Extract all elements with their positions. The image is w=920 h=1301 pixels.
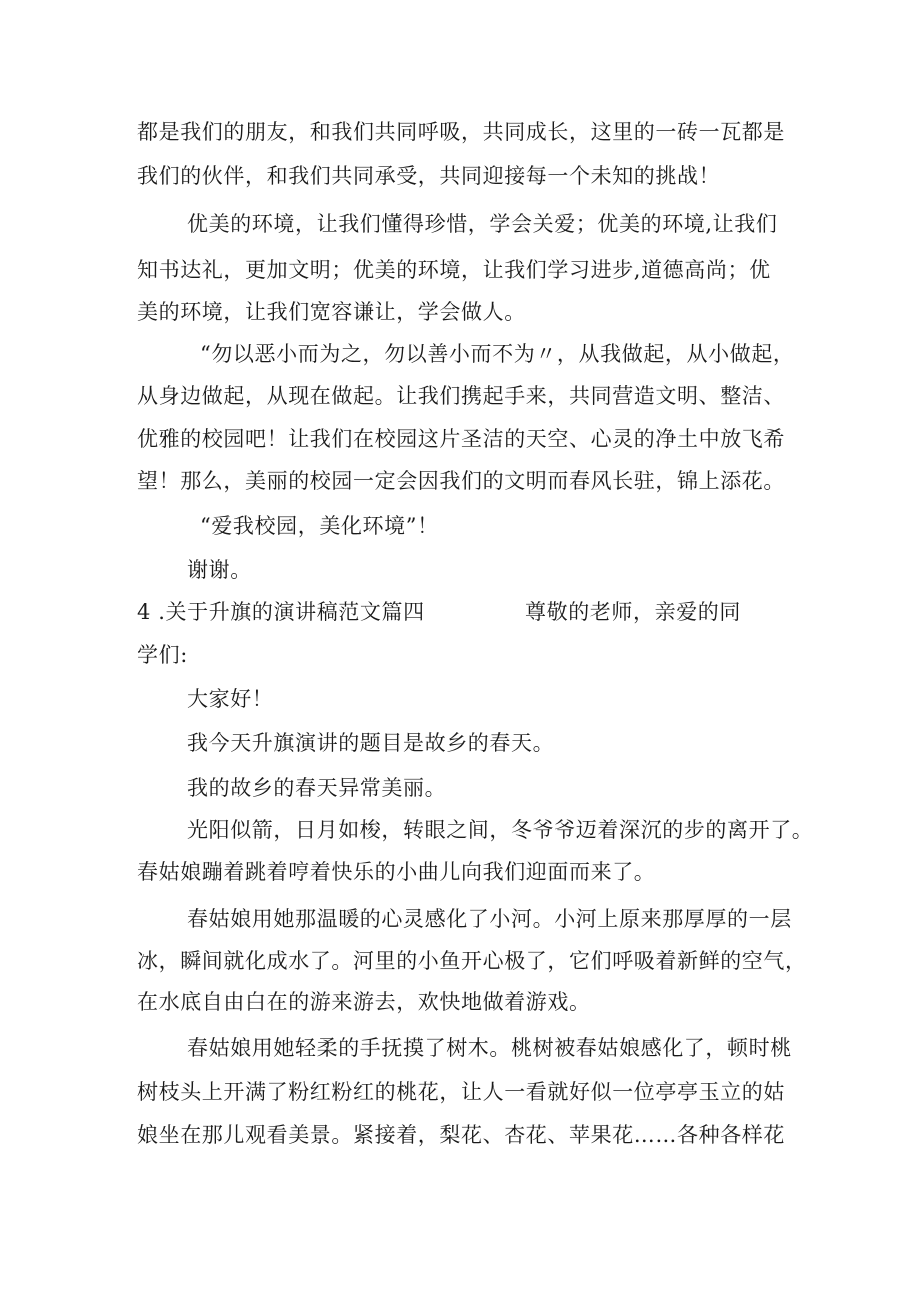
text-line: 我们的伙伴，和我们共同承受，共同迎接每一个未知的挑战！ [137,164,721,188]
section-heading: 4 .关于升旗的演讲稿范文篇四 [137,600,425,624]
text-line: 从身边做起，从现在做起。让我们携起手来，共同营造文明、整洁、 [137,384,785,408]
text-line: 望！那么，美丽的校园一定会因我们的文明而春风长驻，锦上添花。 [137,469,785,493]
text-line: 春姑娘用她轻柔的手抚摸了树木。桃树被春姑娘感化了，顿时桃 [187,1036,792,1060]
text-line: 我今天升旗演讲的题目是故乡的春天。 [187,731,555,755]
text-line: 在水底自由白在的游来游去，欢快地做着游戏。 [137,990,591,1014]
text-line: 学们: [137,643,188,667]
text-line: “勿以恶小而为之，勿以善小而不为〃，从我做起，从小做起， [200,342,795,366]
greeting-text: 尊敬的老师，亲爱的同 [525,600,741,624]
text-line: 大家好！ [187,687,274,711]
text-line: 知书达礼，更加文明；优美的环境，让我们学习进步,道德高尚；优 [137,258,771,282]
text-line: 树枝头上开满了粉红粉红的桃花，让人一看就好似一位亭亭玉立的姑 [137,1080,785,1104]
text-line: 春姑娘用她那温暖的心灵感化了小河。小河上原来那厚厚的一层 [187,907,792,931]
text-line: 美的环境，让我们宽容谦让，学会做人。 [137,300,526,324]
text-line: 我的故乡的春天异常美丽。 [187,776,447,800]
text-line: 都是我们的朋友，和我们共同呼吸，共同成长，这里的一砖一瓦都是 [137,120,785,144]
text-line: 娘坐在那儿观看美景。紧接着，梨花、杏花、苹果花……各种各样花 [137,1123,785,1147]
text-line: 谢谢。 [187,558,252,582]
text-line: 光阳似箭，日月如梭，转眼之间，冬爷爷迈着深沉的步的离开了。 [187,818,814,842]
text-line: 春姑娘蹦着跳着哼着快乐的小曲儿向我们迎面而来了。 [137,860,656,884]
text-line: 优美的环境，让我们懂得珍惜，学会关爱；优美的环境,让我们 [187,212,778,236]
text-line: “爱我校园，美化环境”！ [200,514,439,538]
text-line: 冰，瞬间就化成水了。河里的小鱼开心极了，它们呼吸着新鲜的空气， [137,949,807,973]
text-line: 优雅的校园吧！让我们在校园这片圣洁的天空、心灵的净土中放飞希 [137,427,785,451]
